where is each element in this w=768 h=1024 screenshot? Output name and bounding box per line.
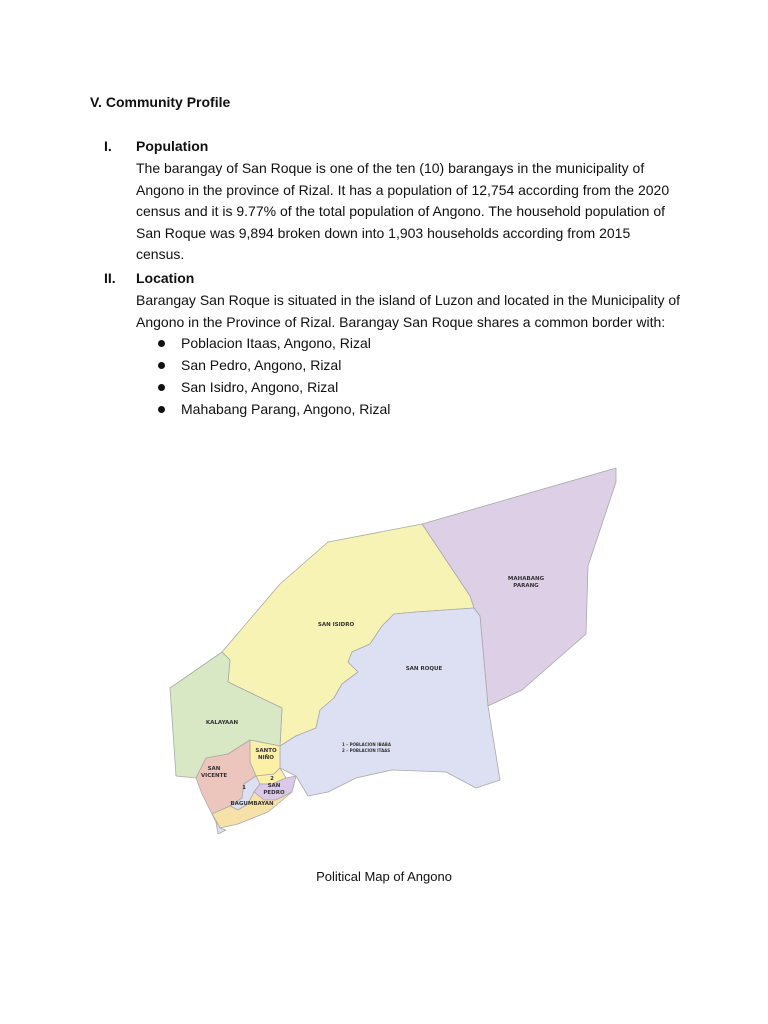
label-mahabang-parang-1: MAHABANG — [507, 576, 545, 582]
label-mahabang-parang-2: PARANG — [513, 583, 539, 589]
list-item-label: San Pedro, Angono, Rizal — [181, 357, 342, 373]
political-map — [168, 466, 620, 838]
legend-poblacion-itaas: 2 – POBLACION ITAAS — [342, 748, 391, 753]
bullet-icon — [158, 406, 165, 413]
bullet-icon — [158, 384, 165, 391]
label-poblacion-itaas: 2 — [270, 776, 274, 782]
border-list — [136, 333, 682, 421]
bullet-icon — [158, 340, 165, 347]
section-number: I. — [104, 138, 112, 154]
population-section — [90, 136, 680, 262]
list-item — [136, 399, 682, 421]
list-item — [136, 333, 682, 355]
list-item — [136, 355, 682, 377]
label-san-vicente-1: SAN — [207, 766, 221, 772]
label-bagumbayan: BAGUMBAYAN — [230, 801, 274, 807]
label-san-vicente-2: VICENTE — [200, 773, 228, 779]
label-san-isidro: SAN ISIDRO — [317, 622, 355, 628]
population-paragraph: The barangay of San Roque is one of the ten (10) barangays in the municipality of Angono in the province of Rizal. It has a population of 12,754 according from the 2020 census and it is 9.77% of the total population of Angono. The household population of San Roque was 9,894 broken down into 1,903 households according from 2015 census. — [136, 160, 670, 262]
section-number: II. — [104, 270, 116, 286]
section-title: Population — [136, 138, 209, 154]
section-title: Location — [136, 270, 195, 286]
label-santo-nino-1: SANTO — [255, 748, 277, 754]
location-paragraph: Barangay San Roque is situated in the island of Luzon and located in the Municipality of Angono in the Province of Rizal. Barangay San Roque shares a common border with: — [136, 292, 681, 330]
list-item-label: San Isidro, Angono, Rizal — [181, 379, 339, 395]
label-santo-nino-2: NIÑO — [258, 755, 274, 761]
label-poblacion-ibaba: 1 — [242, 785, 246, 791]
location-section — [90, 268, 680, 428]
section-heading: V. Community Profile — [90, 94, 231, 110]
bullet-icon — [158, 362, 165, 369]
list-item-label: Poblacion Itaas, Angono, Rizal — [181, 335, 371, 351]
label-kalayaan: KALAYAAN — [205, 720, 239, 726]
legend-poblacion-ibaba: 1 – POBLACION IBABA — [342, 742, 391, 747]
label-san-roque: SAN ROQUE — [405, 666, 443, 672]
label-san-pedro-2: PEDRO — [263, 790, 285, 796]
list-item — [136, 377, 682, 399]
label-san-pedro-1: SAN — [267, 783, 281, 789]
map-caption: Political Map of Angono — [316, 869, 452, 884]
list-item-label: Mahabang Parang, Angono, Rizal — [181, 401, 391, 417]
